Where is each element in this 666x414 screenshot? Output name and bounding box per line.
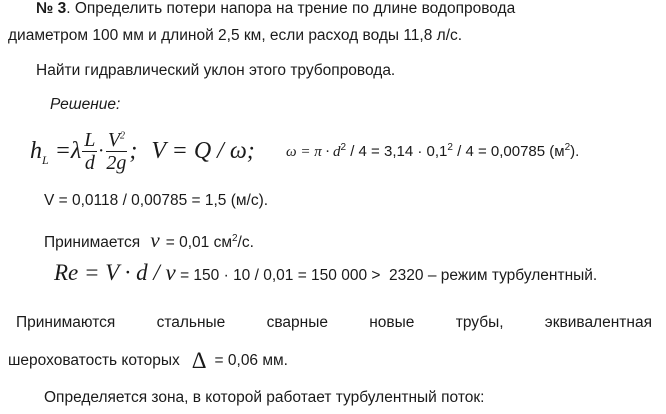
problem-line-3: Найти гидравлический уклон этого трубопровода.: [36, 62, 396, 79]
problem-line-2: диаметром 100 мм и длиной 2,5 км, если расход воды 11,8 л/с.: [8, 27, 463, 44]
formula-separator: ;: [129, 137, 138, 164]
problem-number: № 3: [36, 0, 67, 17]
pipes-word: трубы,: [455, 314, 504, 331]
zone-line: Определяется зона, в которой работает турбулентный поток:: [44, 389, 485, 406]
formula-head-loss: $h_L =\lambda$: [30, 137, 82, 167]
dot-operator: ·: [98, 139, 104, 162]
fraction-l-over-d: $\frac{L}{d}$: [84, 128, 96, 174]
pipes-word: стальные: [156, 314, 226, 331]
viscosity-line: Принимается ν = 0,01 $см^2/с$.: [44, 228, 254, 252]
formula-velocity: V = Q / ω;: [151, 137, 255, 164]
solution-heading: Решение:: [50, 96, 121, 113]
reynolds-line: [54, 260, 597, 286]
pipes-word: сварные: [266, 314, 328, 331]
roughness-line: шероховатость которых Δ = 0,06 мм.: [8, 348, 288, 373]
problem-line-1: [36, 0, 515, 18]
reynolds-formula: Re = V · d / ν: [54, 260, 176, 285]
nu-symbol: ν: [150, 228, 160, 252]
pipes-word: эквивалентная: [544, 314, 652, 331]
problem-text-1: . Определить потери напора на трение по длине водопровода: [66, 0, 516, 17]
pipes-word: Принимаются: [16, 314, 116, 331]
pipes-word: новые: [369, 314, 415, 331]
fraction-v2-over-2g: $\frac{V^2}{2g}$: [106, 128, 127, 174]
reynolds-calculation: = 150 · 10 / 0,01 = 150 000 > 2320 – режим турбулентный.: [175, 267, 598, 284]
formula-line: [30, 126, 255, 176]
velocity-line: V = 0,0118 / 0,00785 = 1,5 (м/с).: [44, 192, 269, 209]
delta-symbol: Δ: [191, 348, 207, 373]
pipes-line: [16, 314, 652, 332]
formula-omega: $\omega = \pi \cdot d^2 / 4 = 3,14 \cdot 0,1^2 / 4 = 0,00785$ $(м^2)$.: [286, 142, 580, 160]
